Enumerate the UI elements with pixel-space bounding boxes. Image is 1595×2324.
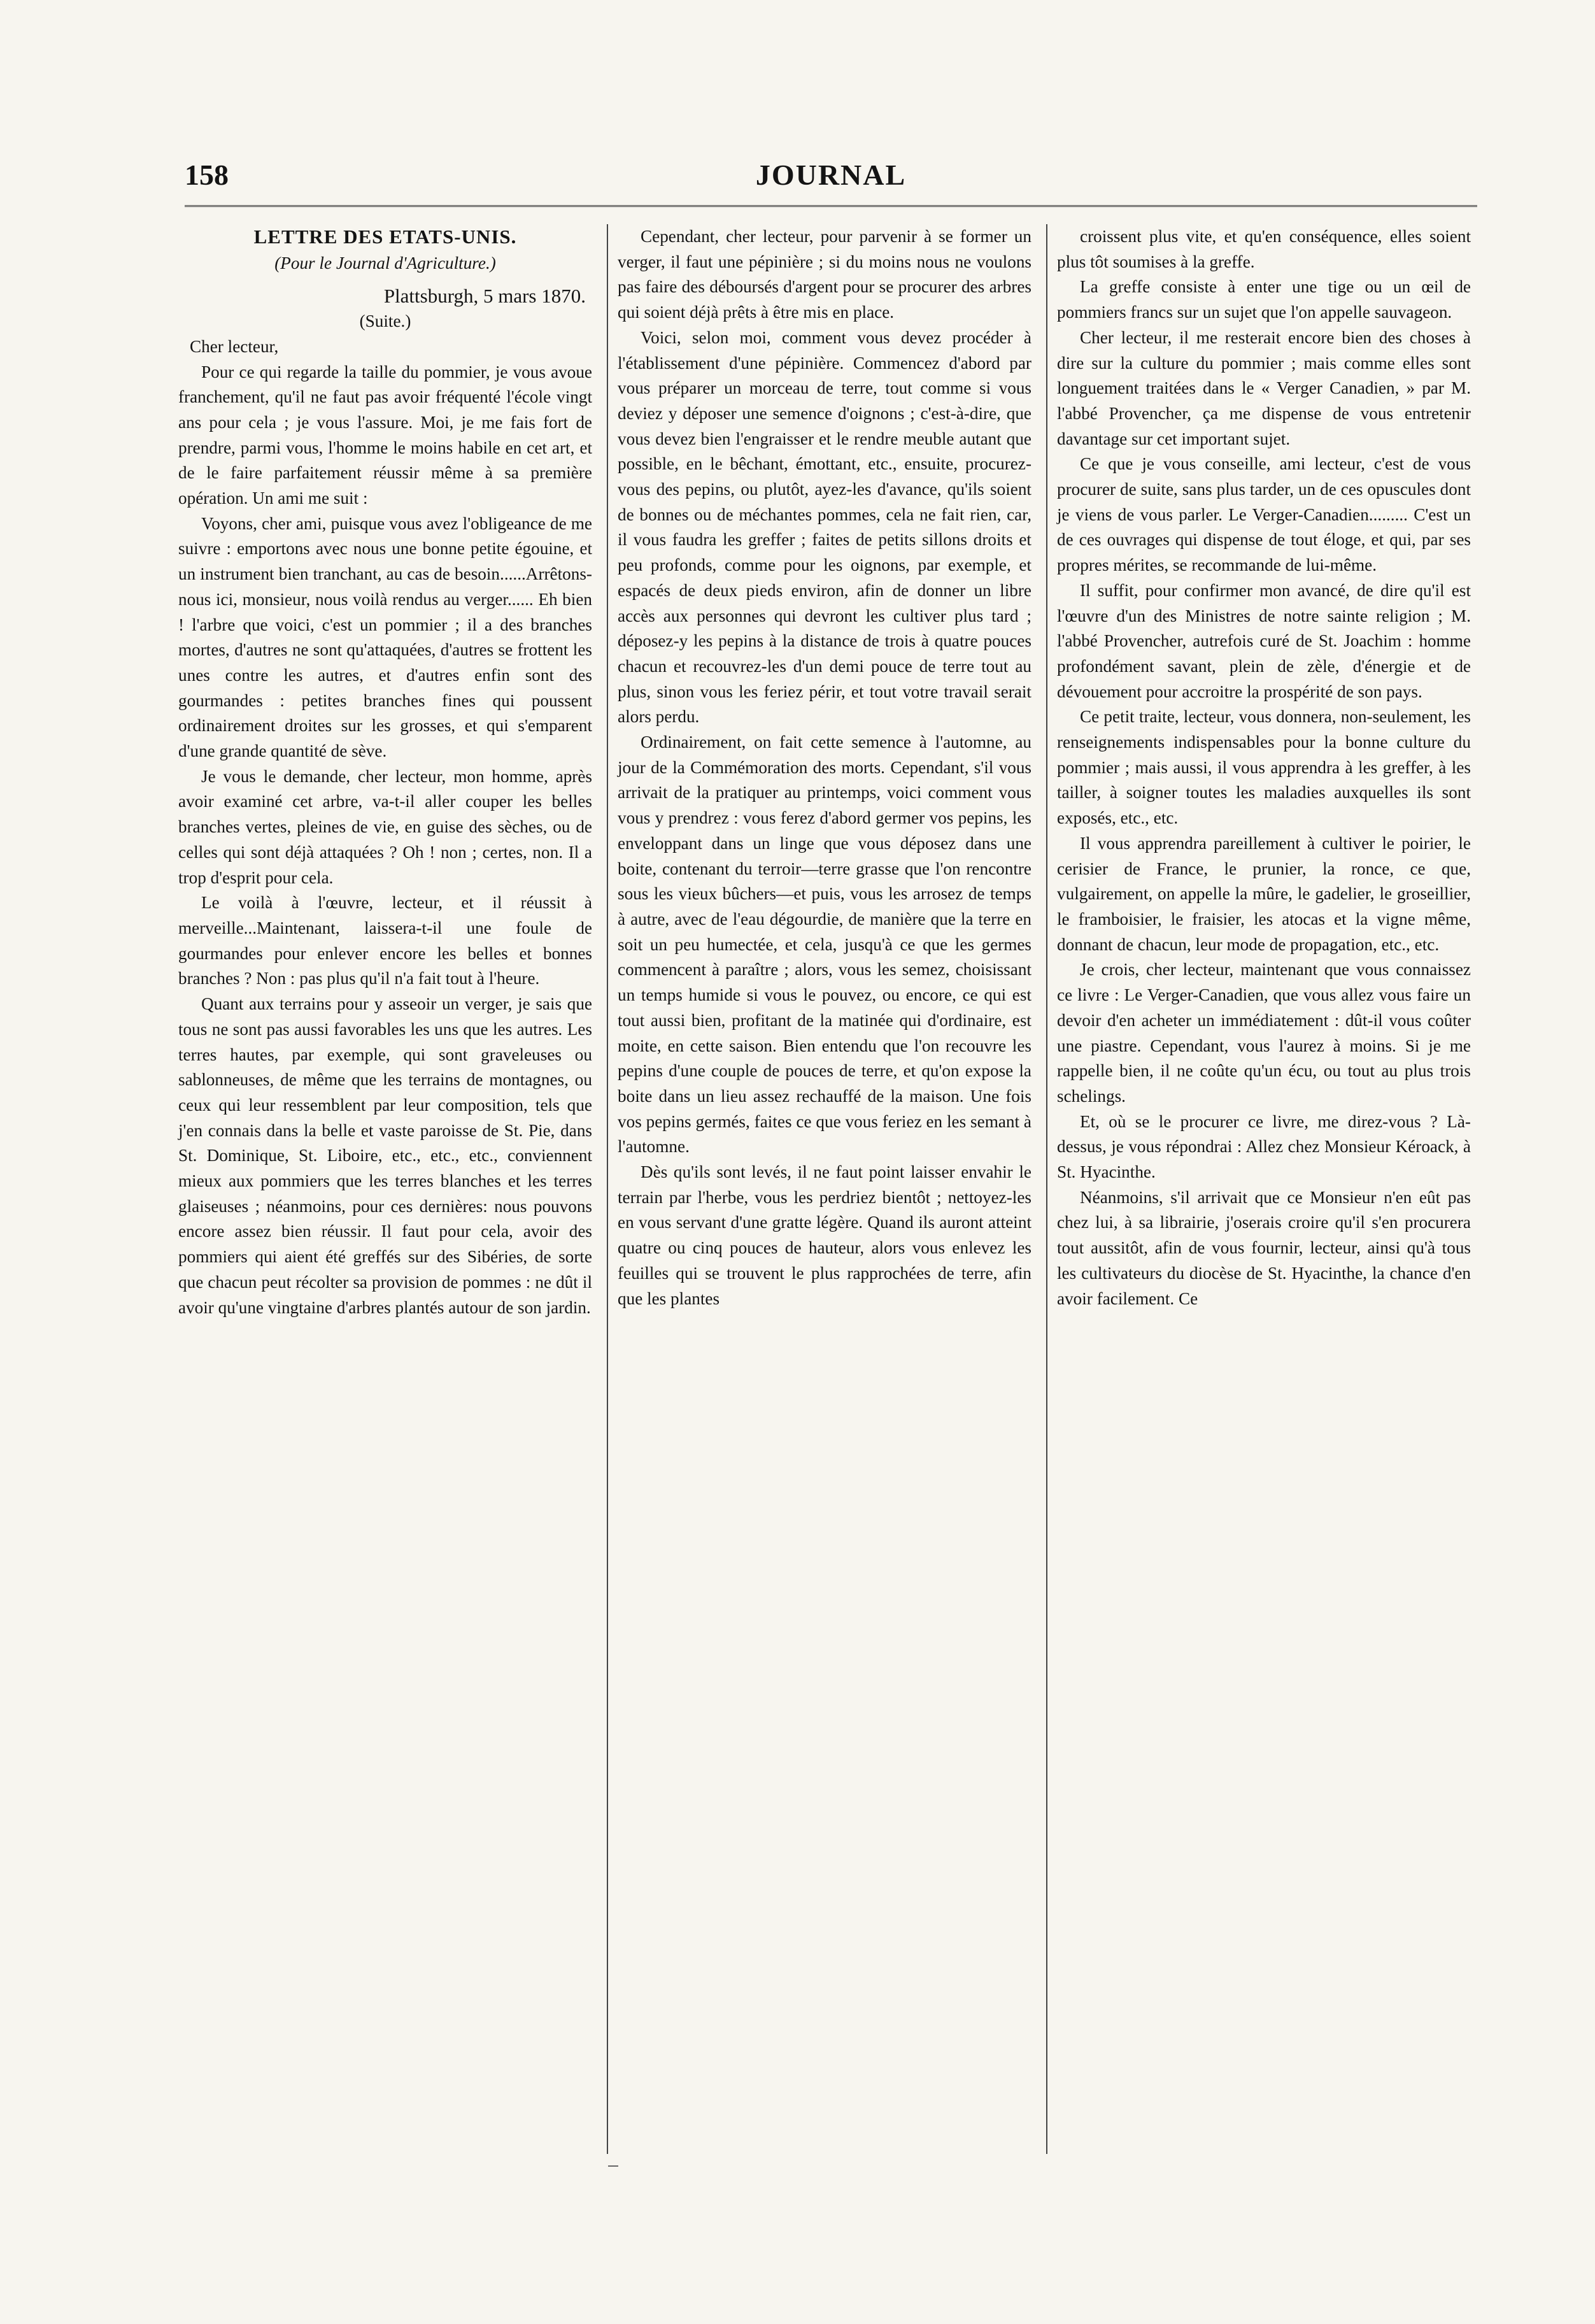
dateline: Plattsburgh, 5 mars 1870. — [383, 285, 586, 308]
paragraph: Voyons, cher ami, puisque vous avez l'obligeance de me suivre : emportons avec nous une bonne petite égouine, et un instrument bien tranchant, au cas de besoin......Arrêtons-nous ici, monsieur, nous voilà rendus au verger...... Eh bien ! l'arbre que voici, c'est un pommier ; il a des branches mortes, d'autres ne sont qu'attaquées, d'autres se frottent les unes contre les autres, et d'autres enfin sont des gourmandes : petites branches fines qui poussent ordinairement droites sur les grosses, et qui s'emparent d'une grande quantité de sève. — [178, 513, 592, 761]
column-rule — [1046, 224, 1047, 2154]
column-rule — [607, 224, 608, 2154]
paragraph: Pour ce qui regarde la taille du pommier, je vous avoue franchement, qu'il ne faut pas avoir fréquenté l'école vingt ans pour cela ; je vous l'assure. Moi, je me fais fort de prendre, parmi vous, l'homme le moins habile en cet art, et de le faire parfaitement réussir même à sa première opération. Un ami me suit : — [178, 362, 592, 508]
column-3 — [1057, 224, 1471, 1311]
page-header — [185, 158, 1477, 203]
paragraph: Ce que je vous conseille, ami lecteur, c'est de vous procurer de suite, sans plus tarder, un de ces opuscules dont je viens de vous parler. Le Verger-Canadien......... C'est un de ces ouvrages qui dispense de tout éloge, et qui, par ses propres mérites, se recommande de lui-même. — [1057, 454, 1471, 575]
paragraph: Néanmoins, s'il arrivait que ce Monsieur n'en eût pas chez lui, à sa librairie, j'oserais croire qu'il s'en procurera tout aussitôt, afin de vous fournir, lecteur, ainsi qu'à tous les cultivateurs du diocèse de St. Hyacinthe, la chance d'en avoir facilement. Ce — [1057, 1187, 1471, 1308]
column-2 — [618, 224, 1031, 1311]
paragraph: La greffe consiste à enter une tige ou un œil de pommiers francs sur un sujet que l'on appelle sauvageon. — [1057, 277, 1471, 322]
running-title: JOURNAL — [755, 159, 907, 191]
paragraph: Quant aux terrains pour y asseoir un verger, je sais que tous ne sont pas aussi favorables les uns que les autres. Les terres hautes, par exemple, qui sont graveleuses ou sablonneuses, de même que les terrains de montagnes, ou ceux qui leur ressemblent par leur composition, tels que j'en connais dans la belle et vaste paroisse de St. Pie, dans St. Dominique, St. Liboire, etc., etc., etc., conviennent mieux aux pommiers que les terres blanches et les terres glaiseuses ; néanmoins, pour ces dernières: nous pouvons encore assez bien réussir. Il faut pour cela, avoir des pommiers qui aient été greffés sur des Sibéries, de sorte que chacun peut récolter sa provision de pommes : ne dût il avoir qu'une vingtaine d'arbres plantés autour de son jardin. — [178, 994, 592, 1317]
paragraph: Je vous le demande, cher lecteur, mon homme, après avoir examiné cet arbre, va-t-il aller couper les belles branches vertes, pleines de vie, en guise des sèches, ou de celles qui sont déjà attaquées ? Oh ! non ; certes, non. Il a trop d'esprit pour cela. — [178, 766, 592, 887]
paragraph: Voici, selon moi, comment vous devez procéder à l'établissement d'une pépinière. Commencez d'abord par vous préparer un morceau de terre, tout comme si vous deviez y déposer une semence d'oignons ; c'est-à-dire, que vous devez bien l'engraisser et le rendre meuble autant que possible, en le bêchant, émottant, etc., ensuite, procurez-vous des pepins, ou plutôt, ayez-les d'avance, qu'ils soient de bonnes ou de méchantes pommes, cela ne fait rien, car, il vous faudra les greffer ; faites de petits sillons droits et peu profonds, comme pour les oignons, par exemple, et espacés de deux pieds environ, afin de donner un libre accès aux personnes qui devront les cultiver plus tard ; déposez-y les pepins à la distance de trois à quatre pouces chacun et recouvrez-les d'un demi pouce de terre tout au plus, sinon vous les feriez périr, et tout votre travail serait alors perdu. — [618, 327, 1031, 727]
paragraph: Dès qu'ils sont levés, il ne faut point laisser envahir le terrain par l'herbe, vous les perdriez bientôt ; nettoyez-les en vous servant d'une gratte légère. Quand ils auront atteint quatre ou cinq pouces de hauteur, alors vous enlevez les feuilles qui se trouvent le plus rapprochées de terre, afin que les plantes — [618, 1162, 1031, 1308]
paragraph: Et, où se le procurer ce livre, me direz-vous ? Là-dessus, je vous répondrai : Allez chez Monsieur Kéroack, à St. Hyacinthe. — [1057, 1111, 1471, 1182]
bottom-mark — [608, 2165, 618, 2167]
source-note: (Pour le Journal d'Agriculture.) — [274, 253, 496, 273]
page-number: 158 — [185, 159, 229, 191]
paragraph: Ce petit traite, lecteur, vous donnera, non-seulement, les renseignements indispensables pour la bonne culture du pommier ; mais aussi, il vous apprendra à les greffer, à les tailler, à soigner toutes les maladies auxquelles ils sont exposés, etc., etc. — [1057, 707, 1471, 828]
paragraph: Cependant, cher lecteur, pour parvenir à se former un verger, il faut une pépinière ; si du moins nous ne voulons pas faire des déboursés d'argent pour se procurer des arbres qui soient déjà prêts à être mis en place. — [618, 227, 1031, 322]
article-title: LETTRE DES ETATS-UNIS. — [253, 225, 517, 248]
salutation: Cher lecteur, — [190, 336, 279, 356]
paragraph: Je crois, cher lecteur, maintenant que vous connaissez ce livre : Le Verger-Canadien, que vous allez vous faire un devoir d'en acheter un immédiatement : dût-il vous coûter une piastre. Cependant, vous l'aurez à moins. Si je me rappelle bien, il ne coûte qu'un écu, ou tout au plus trois schelings. — [1057, 960, 1471, 1106]
paragraph: croissent plus vite, et qu'en conséquence, elles soient plus tôt soumises à la greffe. — [1057, 227, 1471, 271]
paragraph: Il vous apprendra pareillement à cultiver le poirier, le cerisier de France, le prunier, la ronce, ce que, vulgairement, on appelle la mûre, le gadelier, le groseillier, le framboisier, le fraisier, les atocas et la vigne même, donnant de chacun, leur mode de propagation, etc., etc. — [1057, 833, 1471, 954]
continued-note: (Suite.) — [359, 311, 411, 331]
paragraph: Il suffit, pour confirmer mon avancé, de dire qu'il est l'œuvre d'un des Ministres de notre sainte religion ; M. l'abbé Provencher, autrefois curé de St. Joachim : homme profondément savant, plein de zèle, d'énergie et de dévouement pour accroitre la prospérité de son pays. — [1057, 580, 1471, 701]
paragraph: Cher lecteur, il me resterait encore bien des choses à dire sur la culture du pommier ; mais comme elles sont longuement traitées dans le « Verger Canadien, » par M. l'abbé Provencher, ça me dispense de vous entretenir davantage sur cet important sujet. — [1057, 327, 1471, 448]
paragraph: Ordinairement, on fait cette semence à l'automne, au jour de la Commémoration des morts. Cependant, s'il vous arrivait de la pratiquer au printemps, voici comment vous vous y prendrez : vous ferez d'abord germer vos pepins, les enveloppant dans un linge que vous déposez dans une boite, contenant du terroir—terre grasse que l'on rencontre sous les vieux bûchers—et puis, vous les arrosez de temps à autre, avec de l'eau dégourdie, de manière que la terre en soit un peu humectée, et cela, jusqu'à ce que les germes commencent à paraître ; alors, vous les semez, choisissant un temps humide si vous le pouvez, ou encore, ce qui est tout aussi bien, profitant de la matinée qui d'ordinaire, est moite, en cette saison. Bien entendu que l'on recouvre les pepins d'une couple de pouces de terre, et qu'on expose la boite dans un lieu assez rechauffé de la maison. Une fois vos pepins germés, faites ce que vous feriez en les semant à l'automne. — [618, 732, 1031, 1157]
header-rule — [185, 205, 1477, 207]
column-1 — [178, 224, 592, 1320]
paragraph: Le voilà à l'œuvre, lecteur, et il réussit à merveille...Maintenant, laissera-t-il une foule de gourmandes pour enlever encore les belles et bonnes branches ? Non : pas plus qu'il n'a fait tout à l'heure. — [178, 893, 592, 988]
